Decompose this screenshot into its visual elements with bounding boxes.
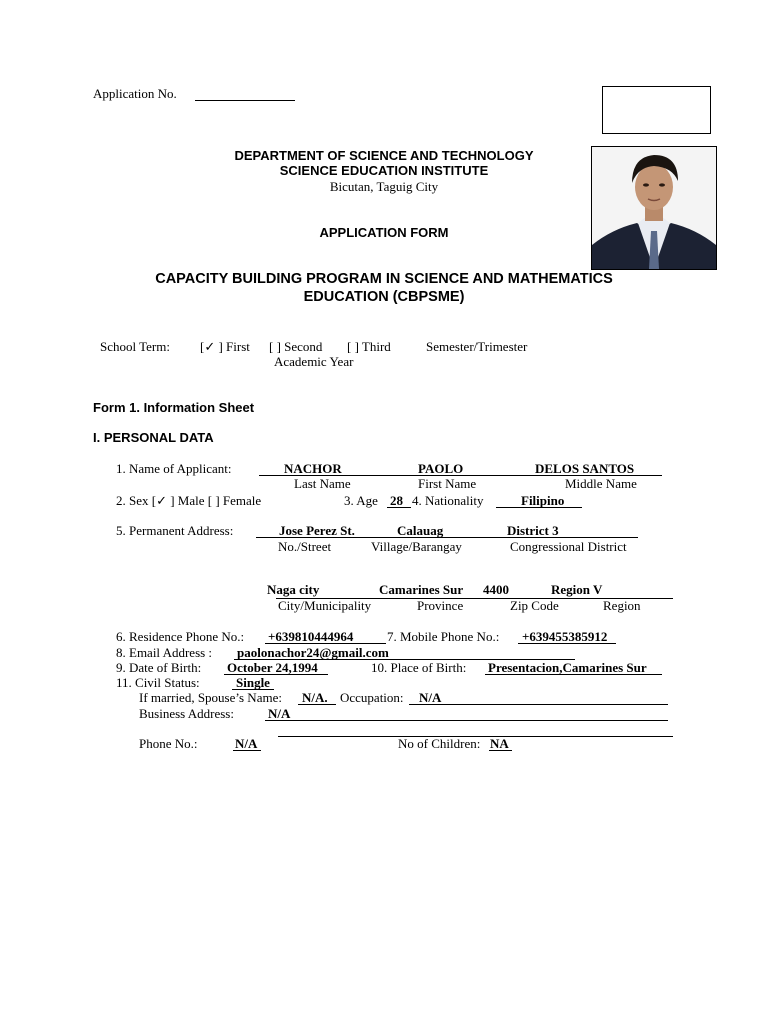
district-caption: Congressional District <box>510 539 627 554</box>
semester-label: Semester/Trimester <box>426 339 528 354</box>
pob-label: 10. Place of Birth: <box>371 660 467 675</box>
residence-phone-label: 6. Residence Phone No.: <box>116 629 245 644</box>
civil-status-value[interactable]: Single <box>236 675 270 690</box>
last-name-value[interactable]: NACHOR <box>284 461 342 476</box>
region-value[interactable]: Region V <box>551 582 603 597</box>
street-caption: No./Street <box>278 539 332 554</box>
term-third-checkbox[interactable]: [ ] Third <box>347 339 391 354</box>
phone-value[interactable]: N/A <box>235 736 258 751</box>
nationality-value[interactable]: Filipino <box>521 493 565 508</box>
occupation-line <box>409 704 668 705</box>
city-value[interactable]: Naga city <box>267 582 320 597</box>
program-title-line1: CAPACITY BUILDING PROGRAM IN SCIENCE AND MATHEMATICS <box>155 271 613 287</box>
barangay-caption: Village/Barangay <box>371 539 462 554</box>
age-label: 3. Age <box>344 493 378 508</box>
zip-caption: Zip Code <box>510 598 559 613</box>
province-value[interactable]: Camarines Sur <box>379 582 464 597</box>
applicant-photo <box>591 146 717 270</box>
street-value[interactable]: Jose Perez St. <box>279 523 355 538</box>
barangay-value[interactable]: Calauag <box>397 523 444 538</box>
age-value[interactable]: 28 <box>390 493 403 508</box>
form-title: APPLICATION FORM <box>319 225 449 240</box>
spouse-label: If married, Spouse’s Name: <box>139 690 282 705</box>
term-second-checkbox[interactable]: [ ] Second <box>269 339 323 354</box>
application-no-label: Application No. <box>93 86 177 101</box>
first-name-caption: First Name <box>418 476 477 491</box>
term-first-checkbox[interactable]: [✓ ] First <box>200 339 250 354</box>
city-caption: City/Municipality <box>278 598 372 613</box>
business-address-line <box>265 720 668 721</box>
spouse-value[interactable]: N/A. <box>302 690 328 705</box>
middle-name-caption: Middle Name <box>565 476 637 491</box>
email-value[interactable]: paolonachor24@gmail.com <box>237 645 389 660</box>
program-title-line2: EDUCATION (CBPSME) <box>303 289 465 305</box>
department-title: DEPARTMENT OF SCIENCE AND TECHNOLOGY <box>234 148 534 163</box>
address-label: 5. Permanent Address: <box>116 523 234 538</box>
institute-location: Bicutan, Taguig City <box>329 179 439 194</box>
mobile-phone-label: 7. Mobile Phone No.: <box>387 629 500 644</box>
form1-title: Form 1. Information Sheet <box>93 400 255 415</box>
section-personal-data: I. PERSONAL DATA <box>93 430 214 445</box>
region-caption: Region <box>603 598 641 613</box>
mobile-phone-value[interactable]: +639455385912 <box>522 629 608 644</box>
nationality-label: 4. Nationality <box>412 493 484 508</box>
name-label: 1. Name of Applicant: <box>116 461 232 476</box>
zip-value[interactable]: 4400 <box>483 582 509 597</box>
occupation-label: Occupation: <box>340 690 404 705</box>
academic-year-label: Academic Year <box>274 354 354 369</box>
residence-phone-value[interactable]: +639810444964 <box>268 629 354 644</box>
occupation-value[interactable]: N/A <box>419 690 442 705</box>
phone-label: Phone No.: <box>139 736 198 751</box>
pob-value[interactable]: Presentacion,Camarines Sur <box>488 660 647 675</box>
children-value[interactable]: NA <box>490 736 509 751</box>
province-caption: Province <box>417 598 464 613</box>
middle-name-value[interactable]: DELOS SANTOS <box>535 461 635 476</box>
application-no-box <box>602 86 711 134</box>
business-address-value[interactable]: N/A <box>268 706 291 721</box>
email-label: 8. Email Address : <box>116 645 213 660</box>
institute-title: SCIENCE EDUCATION INSTITUTE <box>279 163 489 178</box>
district-value[interactable]: District 3 <box>507 523 559 538</box>
civil-status-label: 11. Civil Status: <box>116 675 200 690</box>
application-no-line <box>195 100 295 101</box>
first-name-value[interactable]: PAOLO <box>418 461 464 476</box>
children-label: No of Children: <box>398 736 481 751</box>
dob-value[interactable]: October 24,1994 <box>227 660 318 675</box>
business-address-label: Business Address: <box>139 706 234 721</box>
sex-field[interactable]: 2. Sex [✓ ] Male [ ] Female <box>116 493 262 508</box>
school-term-label: School Term: <box>100 339 170 354</box>
dob-label: 9. Date of Birth: <box>116 660 202 675</box>
last-name-caption: Last Name <box>294 476 351 491</box>
